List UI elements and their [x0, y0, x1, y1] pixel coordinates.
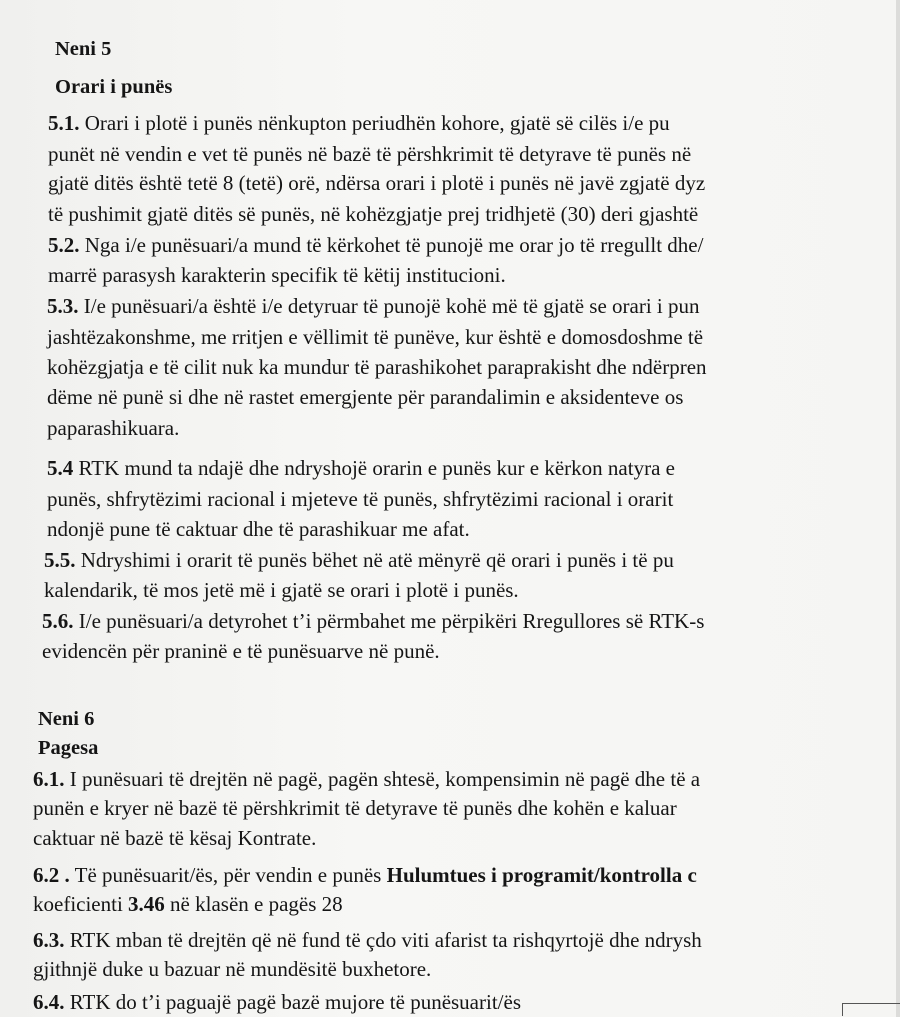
paragraph-6-1-line-1: 6.1. I punësuari të drejtën në pagë, pagën shtesë, kompensimin në pagë dhe të a [33, 767, 701, 791]
paragraph-5-3-line-5: paparashikuara. [47, 416, 180, 440]
paragraph-5-2-line-2: marrë parasysh karakterin specifik të këtij institucioni. [48, 263, 506, 287]
article-6-subtitle: Pagesa [38, 737, 99, 759]
paragraph-5-6-line-2: evidencën për praninë e të punësuarve në punë. [42, 639, 440, 663]
paragraph-5-3-line-1: 5.3. I/e punësuari/a është i/e detyruar të punojë kohë më të gjatë se orari i pun [47, 294, 700, 318]
paragraph-5-1-line-4: të pushimit gjatë ditës së punës, në kohëzgjatje prej tridhjetë (30) deri gjashtë [48, 202, 699, 226]
paragraph-6-3-line-2: gjithnjë duke u bazuar në mundësitë buxhetore. [33, 957, 432, 981]
paragraph-5-5-line-2: kalendarik, të mos jetë më i gjatë se orari i plotë i punës. [44, 578, 519, 602]
paragraph-5-4-line-2: punës, shfrytëzimi racional i mjeteve të punës, shfrytëzimi racional i orarit [47, 487, 674, 511]
clause-number: 6.2 . [33, 863, 70, 887]
clause-number: 5.3. [47, 294, 79, 318]
paragraph-6-3-line-1: 6.3. RTK mban të drejtën që në fund të çdo viti afarist ta rishqyrtojë dhe ndrysh [33, 928, 702, 952]
form-box-edge [842, 1003, 900, 1016]
clause-number: 5.2. [48, 233, 80, 257]
clause-number: 5.6. [42, 609, 74, 633]
article-6-title: Neni 6 [38, 708, 95, 730]
paragraph-5-4-line-1: 5.4 RTK mund ta ndajë dhe ndryshojë orarin e punës kur e kërkon natyra e [47, 456, 675, 480]
clause-number: 6.1. [33, 767, 65, 791]
clause-number: 6.4. [33, 990, 65, 1014]
paragraph-6-2-line-1: 6.2 . Të punësuarit/ës, për vendin e punës Hulumtues i programit/kontrolla c [33, 863, 697, 887]
paragraph-6-1-line-2: punën e kryer në bazë të përshkrimit të detyrave të punës dhe kohën e kaluar [33, 796, 677, 820]
clause-number: 5.5. [44, 548, 76, 572]
paragraph-5-4-line-3: ndonjë pune të caktuar dhe të parashikuar me afat. [47, 517, 470, 541]
paragraph-5-3-line-3: kohëzgjatja e të cilit nuk ka mundur të parashikohet paraprakisht dhe ndërpren [47, 355, 707, 379]
clause-number: 5.1. [48, 111, 80, 135]
paragraph-6-2-line-2: koeficienti 3.46 në klasën e pagës 28 [33, 892, 343, 916]
paragraph-5-5-line-1: 5.5. Ndryshimi i orarit të punës bëhet në atë mënyrë që orari i punës i të pu [44, 548, 674, 572]
article-5-title: Neni 5 [55, 38, 112, 60]
job-title: Hulumtues i programit/kontrolla c [386, 863, 697, 887]
clause-number: 6.3. [33, 928, 65, 952]
paragraph-5-3-line-4: dëme në punë si dhe në rastet emergjente për parandalimin e aksidenteve os [47, 385, 684, 409]
paragraph-5-2-line-1: 5.2. Nga i/e punësuari/a mund të kërkohet të punojë me orar jo të rregullt dhe/ [48, 233, 704, 257]
page-edge [896, 0, 900, 1017]
paragraph-5-1-line-3: gjatë ditës është tetë 8 (tetë) orë, ndërsa orari i plotë i punës në javë zgjatë dyz [48, 171, 706, 195]
clause-number: 5.4 [47, 456, 74, 480]
coefficient-value: 3.46 [128, 892, 165, 916]
paragraph-6-4-line-1: 6.4. RTK do t’i paguajë pagë bazë mujore të punësuarit/ës [33, 990, 521, 1014]
paragraph-5-6-line-1: 5.6. I/e punësuari/a detyrohet t’i përmbahet me përpikëri Rregullores së RTK-s [42, 609, 705, 633]
paragraph-6-1-line-3: caktuar në bazë të kësaj Kontrate. [33, 826, 317, 850]
paragraph-5-1-line-2: punët në vendin e vet të punës në bazë të përshkrimit të detyrave të punës në [48, 142, 692, 166]
paragraph-5-1-line-1: 5.1. Orari i plotë i punës nënkupton periudhën kohore, gjatë së cilës i/e pu [48, 111, 670, 135]
paragraph-5-3-line-2: jashtëzakonshme, me rritjen e vëllimit të punëve, kur është e domosdoshme të [47, 325, 704, 349]
article-5-subtitle: Orari i punës [55, 76, 173, 98]
